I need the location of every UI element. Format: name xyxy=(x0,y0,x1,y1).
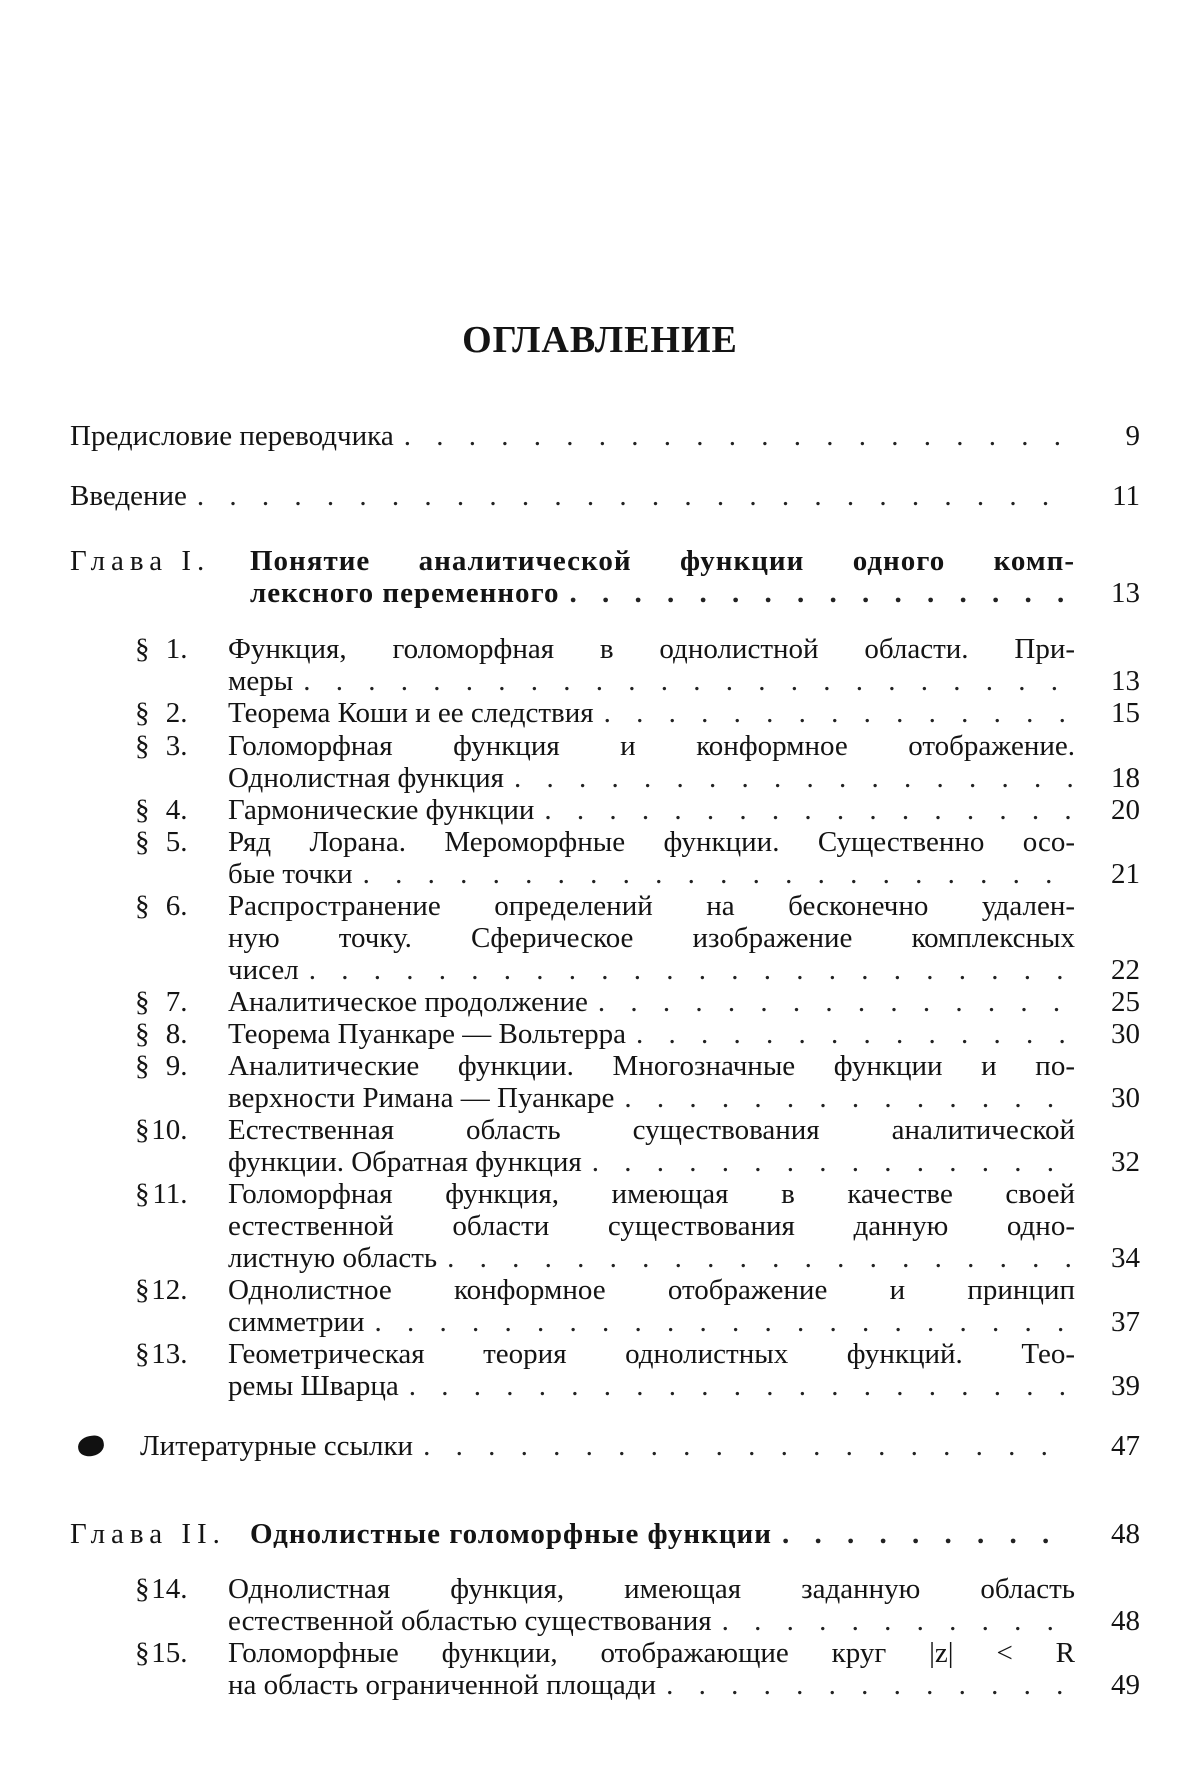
section-number xyxy=(135,697,188,729)
entry-text: Естественная область существования аналитической xyxy=(228,1114,1075,1146)
section-number xyxy=(135,890,188,922)
entry-text: Голоморфная функция, имеющая в качестве своей xyxy=(228,1178,1075,1210)
dot-leader xyxy=(544,794,1075,826)
dot-leader xyxy=(375,1306,1075,1338)
entry-text: меры xyxy=(228,665,294,697)
entry-text: естественной области существования данную одно- xyxy=(228,1210,1075,1242)
dot-leader xyxy=(309,954,1075,986)
entry-text: Однолистная функция xyxy=(228,762,505,794)
section-sign: § xyxy=(135,1573,150,1605)
toc-section-entry xyxy=(228,697,1075,729)
page-number: 13 xyxy=(1111,665,1140,697)
section-number xyxy=(135,1178,188,1210)
section-number xyxy=(135,1018,188,1050)
entry-text: естественной областью существования xyxy=(228,1605,712,1637)
entry-text: Однолистные голоморфные функции xyxy=(250,1518,772,1550)
toc-section-entry xyxy=(228,1018,1075,1050)
entry-line xyxy=(228,1178,1075,1210)
section-num: 12. xyxy=(151,1274,188,1306)
section-num: 5. xyxy=(165,826,188,858)
entry-line xyxy=(228,1050,1075,1082)
entry-last-line xyxy=(250,577,1075,609)
section-number xyxy=(135,1338,188,1370)
section-number xyxy=(135,1573,188,1605)
entry-line xyxy=(228,1573,1075,1605)
section-sign: § xyxy=(135,1018,150,1050)
section-sign: § xyxy=(135,794,150,826)
entry-text: Литературные ссылки xyxy=(140,1430,414,1462)
toc-section-entry xyxy=(228,1274,1075,1338)
entry-text: Голоморфная функция и конформное отображение. xyxy=(228,730,1075,762)
section-number xyxy=(135,794,188,826)
page-number: 48 xyxy=(1111,1605,1140,1637)
dot-leader xyxy=(363,858,1075,890)
entry-line xyxy=(228,1338,1075,1370)
dot-leader xyxy=(598,986,1075,1018)
toc-section-entry xyxy=(228,826,1075,890)
entry-last-line xyxy=(228,794,1075,826)
section-num: 11. xyxy=(152,1178,188,1210)
toc-entry-front xyxy=(70,480,1075,512)
section-sign: § xyxy=(135,730,150,762)
toc-section-entry xyxy=(228,1573,1075,1637)
toc-section-entry xyxy=(228,1114,1075,1178)
entry-text: на область ограниченной площади xyxy=(228,1669,657,1701)
entry-text: Ряд Лорана. Мероморфные функции. Существенно осо- xyxy=(228,826,1075,858)
section-sign: § xyxy=(135,697,150,729)
dot-leader xyxy=(569,577,1075,609)
entry-text: листную область xyxy=(228,1242,438,1274)
entry-text: Однолистное конформное отображение и принцип xyxy=(228,1274,1075,1306)
chapter-label: Глава I. xyxy=(70,545,211,577)
entry-last-line xyxy=(228,1018,1075,1050)
entry-text: ремы Шварца xyxy=(228,1370,399,1402)
section-sign: § xyxy=(135,1338,150,1370)
dot-leader xyxy=(592,1146,1075,1178)
entry-last-line xyxy=(228,1370,1075,1402)
entry-line xyxy=(228,1210,1075,1242)
page-number: 30 xyxy=(1111,1018,1140,1050)
section-number xyxy=(135,826,188,858)
dot-leader xyxy=(722,1605,1075,1637)
entry-last-line xyxy=(228,986,1075,1018)
page-title: ОГЛАВЛЕНИЕ xyxy=(462,319,738,361)
section-num: 8. xyxy=(165,1018,188,1050)
entry-line xyxy=(228,1274,1075,1306)
toc-section-entry xyxy=(228,1050,1075,1114)
entry-line xyxy=(228,826,1075,858)
entry-text: Геометрическая теория однолистных функций. Тео- xyxy=(228,1338,1075,1370)
page-number: 21 xyxy=(1111,858,1140,890)
entry-line xyxy=(228,890,1075,922)
entry-text: Понятие аналитической функции одного комп- xyxy=(250,545,1075,577)
entry-text: Однолистная функция, имеющая заданную область xyxy=(228,1573,1075,1605)
chapter-title xyxy=(250,545,1075,609)
entry-line xyxy=(228,922,1075,954)
dot-leader xyxy=(423,1430,1075,1462)
section-sign: § xyxy=(135,1637,150,1669)
dot-leader xyxy=(636,1018,1075,1050)
dot-leader xyxy=(409,1370,1075,1402)
section-num: 6. xyxy=(165,890,188,922)
entry-line xyxy=(228,730,1075,762)
section-sign: § xyxy=(135,826,150,858)
entry-last-line xyxy=(228,858,1075,890)
entry-text: Предисловие переводчика xyxy=(70,420,394,452)
entry-last-line xyxy=(228,1082,1075,1114)
section-num: 7. xyxy=(165,986,188,1018)
section-sign: § xyxy=(135,1178,150,1210)
entry-text: Аналитическое продолжение xyxy=(228,986,588,1018)
section-number xyxy=(135,633,188,665)
section-number xyxy=(135,1050,188,1082)
entry-last-line xyxy=(228,1146,1075,1178)
entry-last-line xyxy=(228,665,1075,697)
entry-last-line xyxy=(70,420,1075,452)
section-num: 10. xyxy=(151,1114,188,1146)
entry-text: ную точку. Сферическое изображение комплексных xyxy=(228,922,1075,954)
entry-line xyxy=(228,1637,1075,1669)
section-number xyxy=(135,1637,188,1669)
section-sign: § xyxy=(135,986,150,1018)
toc-entry-front xyxy=(70,420,1075,452)
entry-last-line xyxy=(140,1430,1075,1462)
page-number: 15 xyxy=(1111,697,1140,729)
entry-last-line xyxy=(228,1669,1075,1701)
entry-last-line xyxy=(228,1242,1075,1274)
entry-text: симметрии xyxy=(228,1306,365,1338)
page-number: 47 xyxy=(1111,1430,1140,1462)
entry-last-line xyxy=(70,480,1075,512)
page-number: 37 xyxy=(1111,1306,1140,1338)
entry-text: Теорема Пуанкаре — Вольтерра xyxy=(228,1018,626,1050)
entry-text: функции. Обратная функция xyxy=(228,1146,582,1178)
section-sign: § xyxy=(135,1114,150,1146)
entry-text: Введение xyxy=(70,480,187,512)
entry-text: лексного переменного xyxy=(250,577,560,609)
dot-leader xyxy=(303,665,1075,697)
entry-last-line xyxy=(228,1605,1075,1637)
entry-line xyxy=(228,633,1075,665)
section-num: 3. xyxy=(165,730,188,762)
section-num: 9. xyxy=(165,1050,188,1082)
page-number: 30 xyxy=(1111,1082,1140,1114)
entry-line xyxy=(228,1114,1075,1146)
bullet-mark xyxy=(76,1434,105,1458)
toc-section-entry xyxy=(228,1637,1075,1701)
toc-section-entry xyxy=(228,633,1075,697)
page-number: 18 xyxy=(1111,762,1140,794)
section-num: 14. xyxy=(151,1573,188,1605)
toc-section-entry xyxy=(228,730,1075,794)
toc-section-entry xyxy=(228,794,1075,826)
dot-leader xyxy=(447,1242,1075,1274)
entry-last-line xyxy=(228,762,1075,794)
entry-text: Гармонические функции xyxy=(228,794,535,826)
section-sign: § xyxy=(135,633,150,665)
page-number: 49 xyxy=(1111,1669,1140,1701)
entry-text: верхности Римана — Пуанкаре xyxy=(228,1082,615,1114)
page-number: 22 xyxy=(1111,954,1140,986)
page-number: 25 xyxy=(1111,986,1140,1018)
section-sign: § xyxy=(135,1050,150,1082)
page-number: 13 xyxy=(1111,577,1140,609)
toc-section-entry xyxy=(228,1338,1075,1402)
dot-leader xyxy=(624,1082,1075,1114)
toc-section-entry xyxy=(228,890,1075,986)
entry-last-line xyxy=(228,954,1075,986)
page-number: 48 xyxy=(1111,1518,1140,1550)
section-num: 2. xyxy=(165,697,188,729)
dot-leader xyxy=(666,1669,1075,1701)
dot-leader xyxy=(197,480,1075,512)
toc-section-entry xyxy=(228,1178,1075,1274)
section-number xyxy=(135,986,188,1018)
section-sign: § xyxy=(135,890,150,922)
page-number: 34 xyxy=(1111,1242,1140,1274)
page-number: 20 xyxy=(1111,794,1140,826)
section-num: 13. xyxy=(151,1338,188,1370)
entry-text: чисел xyxy=(228,954,299,986)
page-number: 9 xyxy=(1125,420,1140,452)
entry-text: Распространение определений на бесконечно удален- xyxy=(228,890,1075,922)
entry-last-line xyxy=(250,1518,1075,1550)
section-num: 4. xyxy=(165,794,188,826)
section-number xyxy=(135,1274,188,1306)
toc-section-entry xyxy=(228,986,1075,1018)
chapter-label: Глава II. xyxy=(70,1518,226,1550)
page-number: 11 xyxy=(1112,480,1140,512)
entry-last-line xyxy=(228,1306,1075,1338)
entry-text: Теорема Коши и ее следствия xyxy=(228,697,594,729)
section-num: 1. xyxy=(165,633,188,665)
entry-line xyxy=(250,545,1075,577)
dot-leader xyxy=(604,697,1075,729)
page-number: 39 xyxy=(1111,1370,1140,1402)
page-number: 32 xyxy=(1111,1146,1140,1178)
dot-leader xyxy=(514,762,1075,794)
section-number xyxy=(135,1114,188,1146)
entry-text: Функция, голоморфная в однолистной области. При- xyxy=(228,633,1075,665)
entry-text: Аналитические функции. Многозначные функции и по- xyxy=(228,1050,1075,1082)
section-num: 15. xyxy=(151,1637,188,1669)
entry-text: Голоморфные функции, отображающие круг |z| < R xyxy=(228,1637,1075,1669)
chapter-title xyxy=(250,1518,1075,1550)
references-entry xyxy=(140,1430,1075,1462)
dot-leader xyxy=(782,1518,1075,1550)
section-sign: § xyxy=(135,1274,150,1306)
section-number xyxy=(135,730,188,762)
entry-last-line xyxy=(228,697,1075,729)
entry-text: бые точки xyxy=(228,858,353,890)
dot-leader xyxy=(404,420,1075,452)
